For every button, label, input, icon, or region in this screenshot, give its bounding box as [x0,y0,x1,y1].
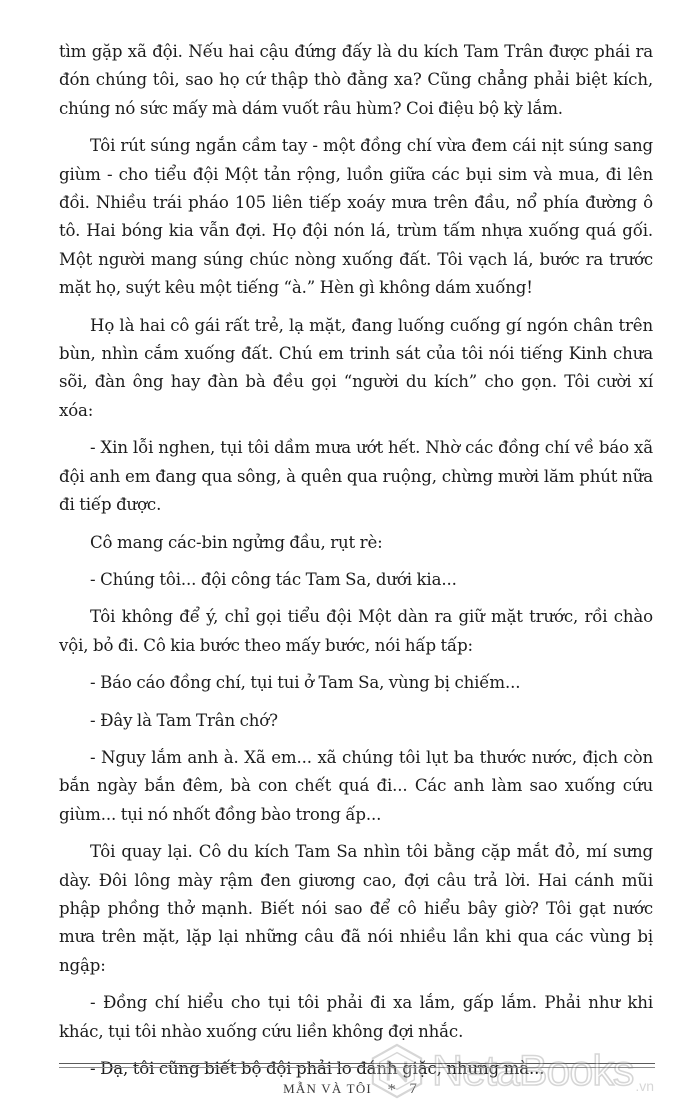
page-number: 7 [409,1081,417,1097]
paragraph-9: - Đây là Tam Trân chớ? [90,710,278,730]
paragraph-7: Tôi không để ý, chỉ gọi tiểu đội Một dàn ra giữ mặt trước, rồi chào vội, bỏ đi. Cô kia bước theo mấy bước, nói hấp tấp: [59,607,653,655]
footer-rule-thin [59,1067,655,1068]
asterisk-separator-icon: * [387,1080,396,1099]
body-text [59,38,653,1092]
paragraph-11: Tôi quay lại. Cô du kích Tam Sa nhìn tôi bằng cặp mắt đỏ, mí sưng dày. Đôi lông mày rậm đen giương cao, đợi câu trả lời. Hai cánh mũi phập phồng thở mạnh. Biết nói sao để cô hiểu bây giờ? Tôi gạt nước mưa trên mặt, lặp lại những câu đã nói nhiều lần khi qua các vùng bị ngập: [59,842,653,975]
watermark-suffix: .vn [635,1078,655,1094]
paragraph-3: Họ là hai cô gái rất trẻ, lạ mặt, đang luống cuống gí ngón chân trên bùn, nhìn cắm xuống đất. Chú em trinh sát của tôi nói tiếng Kinh chưa sõi, đàn ông hay đàn bà đều gọi “người du kích” cho gọn. Tôi cười xí xóa: [59,315,653,420]
paragraph-6: - Chúng tôi... đội công tác Tam Sa, dưới kia... [90,569,457,589]
footer-rule-thick [59,1063,655,1064]
paragraph-8: - Báo cáo đồng chí, tụi tui ở Tam Sa, vùng bị chiếm... [90,673,521,693]
paragraph-1: tìm gặp xã đội. Nếu hai cậu đứng đấy là du kích Tam Trân được phái ra đón chúng tôi, sao họ cứ thập thò đằng xa? Cũng chẳng phải biệt kích, chúng nó sức mấy mà dám vuốt râu hùm? Coi điệu bộ kỳ lắm. [59,42,653,118]
paragraph-10: - Nguy lắm anh à. Xã em... xã chúng tôi lụt ba thước nước, địch còn bắn ngày bắn đêm, bà con chết quá đi... Các anh làm sao xuống cứu giùm... tụi nó nhốt đồng bào trong ấp... [59,747,653,824]
paragraph-12: - Đồng chí hiểu cho tụi tôi phải đi xa lắm, gấp lắm. Phải như khi khác, tụi tôi nhào xuống cứu liền không đợi nhắc. [59,993,653,1041]
paragraph-5: Cô mang các-bin ngửng đầu, rụt rè: [90,532,383,552]
running-footer [0,1080,700,1100]
book-title: MẪN VÀ TÔI [283,1081,372,1096]
paragraph-4: - Xin lỗi nghen, tụi tôi dầm mưa ướt hết. Nhờ các đồng chí về báo xã đội anh em đang qua sông, à quên qua ruộng, chừng mười lăm phút nữa đi tiếp được. [59,438,653,515]
watermark-brand: NetaBooks [432,1046,634,1095]
paragraph-13: - Dạ, tôi cũng biết bộ đội phải lo đánh giặc, nhưng mà... [90,1059,545,1078]
paragraph-2: Tôi rút súng ngắn cầm tay - một đồng chí vừa đem cái nịt súng sang giùm - cho tiểu đội Một tản rộng, luồn giữa các bụi sim và mua, đi lên đồi. Nhiều trái pháo 105 liên tiếp xoáy mưa trên đầu, nổ phía đường ô tô. Hai bóng kia vẫn đợi. Họ đội nón lá, trùm tấm nhựa xuống quá gối. Một người mang súng chúc nòng xuống đất. Tôi vạch lá, bước ra trước mặt họ, suýt kêu một tiếng “à.” Hèn gì không dám xuống! [59,136,653,298]
